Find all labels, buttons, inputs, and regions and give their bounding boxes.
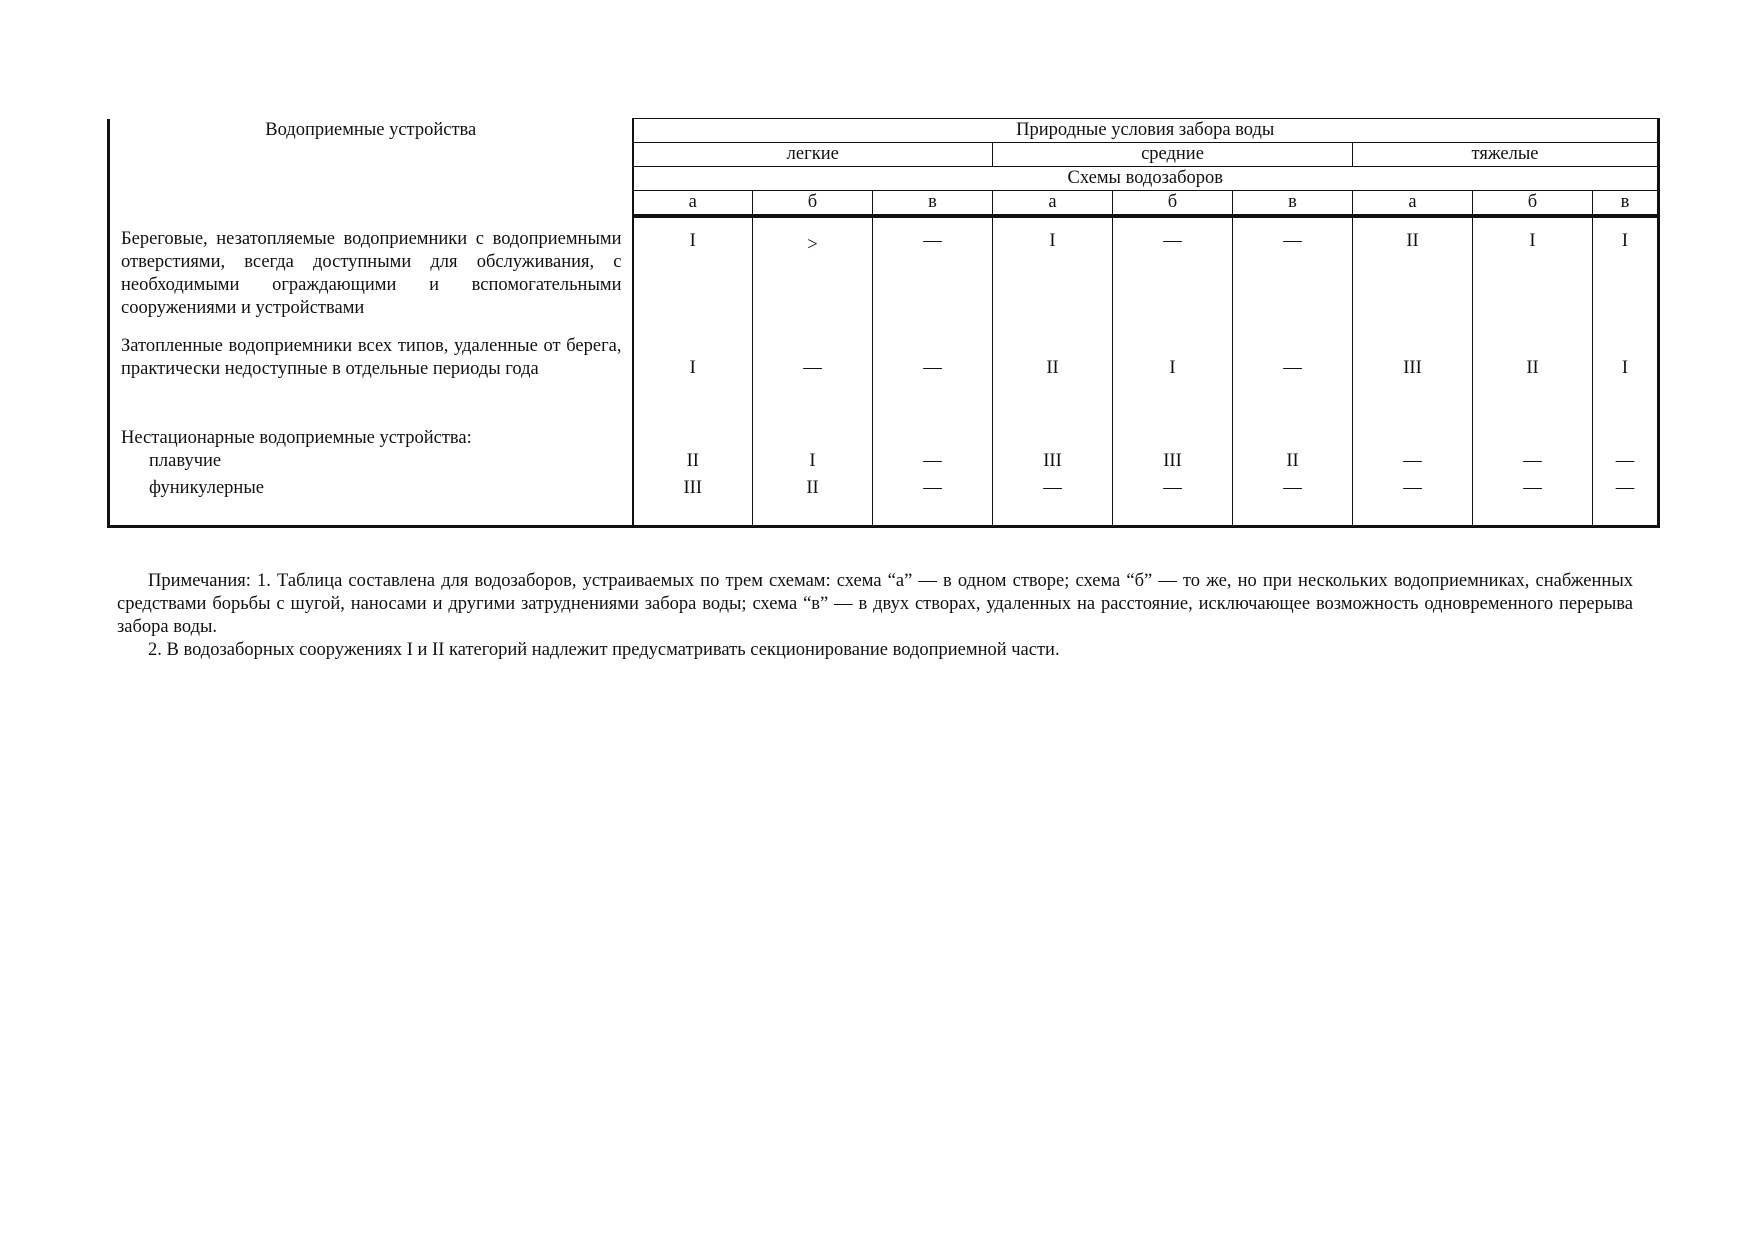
group-label: Нестационарные водоприемные устройства: — [109, 427, 633, 450]
table-row — [109, 427, 1659, 450]
table-cell: I — [1593, 335, 1659, 427]
table-cell: I — [993, 216, 1113, 335]
table-cell: — — [1353, 450, 1473, 477]
table-row — [109, 450, 1659, 477]
table-cell: — — [1473, 477, 1593, 527]
table-cell: — — [993, 477, 1113, 527]
categories-table-container — [107, 118, 1657, 528]
table-cell: I — [753, 450, 873, 477]
table-row — [109, 335, 1659, 427]
header-natural-conditions: Природные условия забора воды — [633, 119, 1659, 143]
table-cell: — — [1113, 216, 1233, 335]
table-cell: II — [1233, 450, 1353, 477]
row-label: фуникулерные — [109, 477, 633, 527]
header-scheme-cell: б — [753, 191, 873, 217]
table-cell: I — [633, 216, 753, 335]
table-cell: III — [633, 477, 753, 527]
header-scheme-cell: а — [993, 191, 1113, 217]
header-scheme-cell: в — [1233, 191, 1353, 217]
header-scheme-cell: в — [1593, 191, 1659, 217]
table-cell: II — [633, 450, 753, 477]
table-cell: I — [633, 335, 753, 427]
header-scheme-cell: а — [1353, 191, 1473, 217]
table-row — [109, 477, 1659, 527]
table-cell: — — [1353, 477, 1473, 527]
header-schemes: Схемы водозаборов — [633, 167, 1659, 191]
row-label: плавучие — [109, 450, 633, 477]
table-cell: — — [1593, 450, 1659, 477]
header-condition-medium: средние — [993, 143, 1353, 167]
table-cell: I — [1473, 216, 1593, 335]
table-cell: II — [1473, 335, 1593, 427]
table-cell: I — [1113, 335, 1233, 427]
table-cell: — — [753, 335, 873, 427]
header-condition-light: легкие — [633, 143, 993, 167]
table-cell: II — [1353, 216, 1473, 335]
table-cell: — — [1233, 335, 1353, 427]
row-label: Затопленные водоприемники всех типов, удаленные от берега, практически недоступные в отдельные периоды года — [109, 335, 633, 427]
note-1: Примечания: 1. Таблица составлена для водозаборов, устраиваемых по трем схемам: схема “а” — в одном створе; схема “б” — то же, но при нескольких водоприемниках, снабженных средствами борьбы с шугой, наносами и другими затруднениями забора воды; схема “в” — в двух створах, удаленных на расстояние, исключающее возможность одновременного перерыва забора воды. — [117, 571, 1633, 637]
table-cell: — — [873, 335, 993, 427]
table-cell: — — [1233, 216, 1353, 335]
table-cell: — — [1113, 477, 1233, 527]
header-scheme-cell: в — [873, 191, 993, 217]
table-cell: — — [1593, 477, 1659, 527]
header-devices: Водоприемные устройства — [109, 119, 633, 217]
table-cell: — — [873, 450, 993, 477]
header-condition-heavy: тяжелые — [1353, 143, 1659, 167]
table-cell: — — [1233, 477, 1353, 527]
table-cell: — — [873, 477, 993, 527]
table-row — [109, 216, 1659, 335]
table-cell: II — [993, 335, 1113, 427]
header-scheme-cell: а — [633, 191, 753, 217]
table-cell: III — [1353, 335, 1473, 427]
table-cell: — — [1473, 450, 1593, 477]
categories-table — [107, 118, 1660, 528]
note-2: 2. В водозаборных сооружениях I и II категорий надлежит предусматривать секционирование водоприемной части. — [148, 640, 1060, 660]
header-scheme-cell: б — [1113, 191, 1233, 217]
table-cell: — — [873, 216, 993, 335]
table-cell: III — [1113, 450, 1233, 477]
notes — [117, 570, 1633, 662]
header-scheme-cell: б — [1473, 191, 1593, 217]
table-cell: II — [753, 477, 873, 527]
table-cell: I — [1593, 216, 1659, 335]
table-cell: > — [753, 216, 873, 335]
row-label: Береговые, незатопляемые водоприемники с водоприемными отверстиями, всегда доступными для обслуживания, с необходимыми ограждающими и вспомогательными сооружениями и устройствами — [109, 216, 633, 335]
table-cell: III — [993, 450, 1113, 477]
